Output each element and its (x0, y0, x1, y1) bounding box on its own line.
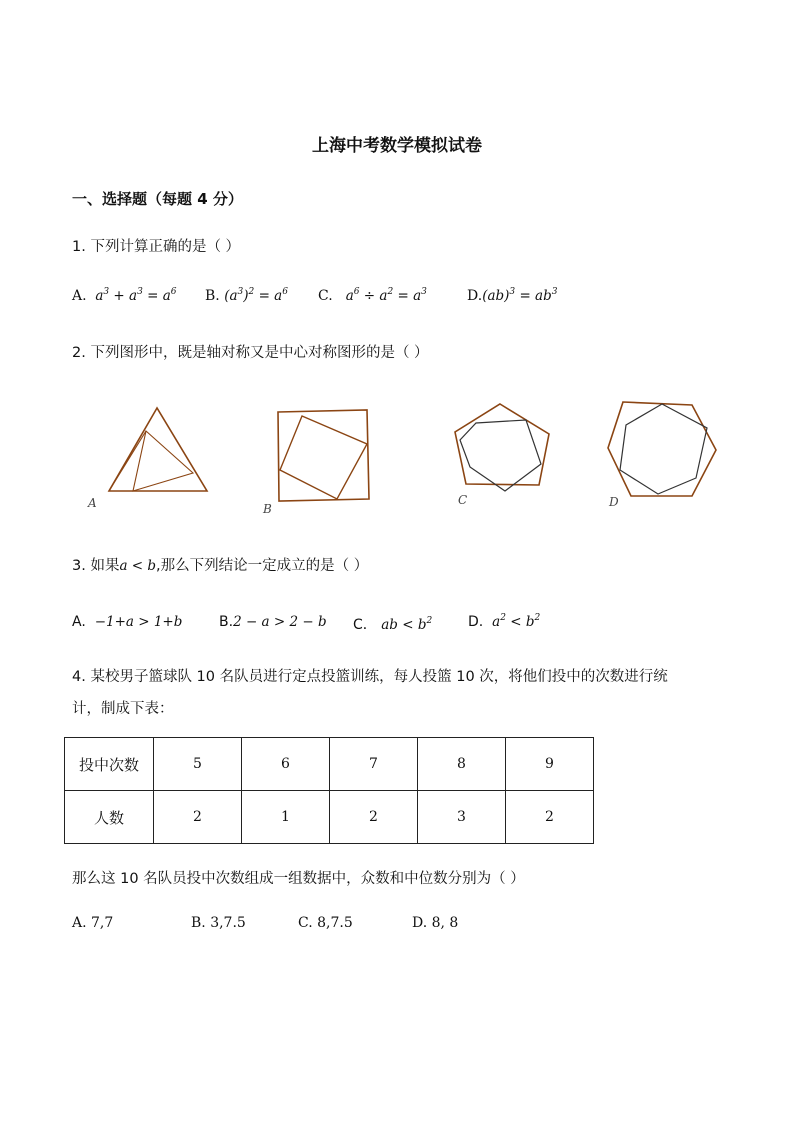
q4-option-a[interactable]: A. 7,7 (72, 915, 114, 931)
table-row (65, 791, 594, 844)
q3-option-b-expr: 2 − a > 2 − b (233, 614, 327, 630)
q3-option-a[interactable] (72, 614, 182, 630)
figure-c-pentagon[interactable] (455, 404, 549, 491)
q1-option-c-expr: $a^6 \div a^2 = a^3$ (345, 287, 427, 304)
figure-label-a: A (88, 496, 97, 510)
q1-stem: 1. 下列计算正确的是（ ） (72, 239, 241, 255)
q3-option-d-expr: $a^2 < b^2$ (492, 613, 541, 630)
table-cell: 7 (330, 738, 418, 791)
q3-condition: a < b (119, 558, 157, 574)
q1-option-d[interactable] (467, 288, 557, 304)
q3-stem: 3. 如果a < b,那么下列结论一定成立的是（ ） (72, 558, 369, 574)
table-row-header: 人数 (65, 791, 154, 844)
table-cell: 2 (506, 791, 594, 844)
q1-option-b-label: B. (205, 288, 220, 304)
table-cell: 9 (506, 738, 594, 791)
figure-a-triangle[interactable] (109, 408, 207, 491)
q3-option-a-expr: −1+a > 1+b (94, 614, 183, 630)
q3-option-c-label: C． (353, 617, 377, 633)
q1-option-b-expr: $(a^3)^2 = a^6$ (224, 287, 288, 304)
q3-option-a-label: A. (72, 614, 86, 630)
q4-stem-line2: 计，制成下表： (72, 701, 174, 717)
q1-option-a-label: A. (72, 288, 87, 304)
q1-option-b[interactable] (205, 288, 288, 304)
q4-option-d[interactable]: D. 8, 8 (412, 915, 459, 931)
table-cell: 3 (418, 791, 506, 844)
q1-option-a-expr: $a^3 + a^3 = a^6$ (95, 287, 177, 304)
table-cell: 6 (242, 738, 330, 791)
table-row (65, 738, 594, 791)
q3-option-d[interactable] (468, 614, 540, 630)
figure-label-b: B (263, 502, 272, 516)
figure-b-square[interactable] (278, 410, 369, 501)
q4-option-c[interactable]: C. 8,7.5 (298, 915, 353, 931)
table-cell: 2 (330, 791, 418, 844)
q4-follow-up: 那么这 10 名队员投中次数组成一组数据中，众数和中位数分别为（ ） (72, 871, 525, 887)
q1-option-c-label: C. (318, 288, 333, 304)
q3-option-b[interactable] (219, 614, 327, 630)
table-cell: 8 (418, 738, 506, 791)
q3-option-d-label: D. (468, 614, 484, 630)
figure-d-hexagon[interactable] (608, 402, 716, 496)
q1-option-d-expr: $(ab)^3 = ab^3$ (482, 287, 558, 304)
q4-stem-line1: 4. 某校男子篮球队 10 名队员进行定点投篮训练，每人投篮 10 次，将他们投中的次数进行统 (72, 669, 668, 685)
q1-option-c[interactable] (318, 288, 427, 304)
q3-option-c[interactable] (353, 614, 432, 634)
page-title: 上海中考数学模拟试卷 (312, 136, 482, 156)
q2-figures (0, 390, 794, 520)
q4-option-b[interactable]: B. 3,7.5 (191, 915, 246, 931)
q1-option-d-label: D. (467, 288, 483, 304)
q4-data-table (64, 737, 594, 844)
section-heading: 一、选择题（每题 4 分） (72, 190, 243, 208)
table-cell: 5 (154, 738, 242, 791)
q3-option-b-label: B. (219, 614, 234, 630)
figure-label-c: C (458, 493, 468, 507)
table-cell: 2 (154, 791, 242, 844)
q2-stem: 2. 下列图形中，既是轴对称又是中心对称图形的是（ ） (72, 345, 429, 361)
q3-option-c-expr: ab < $b^2$ (381, 616, 433, 633)
q1-option-a[interactable] (72, 288, 176, 304)
figure-label-d: D (609, 495, 619, 509)
table-cell: 1 (242, 791, 330, 844)
table-row-header: 投中次数 (65, 738, 154, 791)
